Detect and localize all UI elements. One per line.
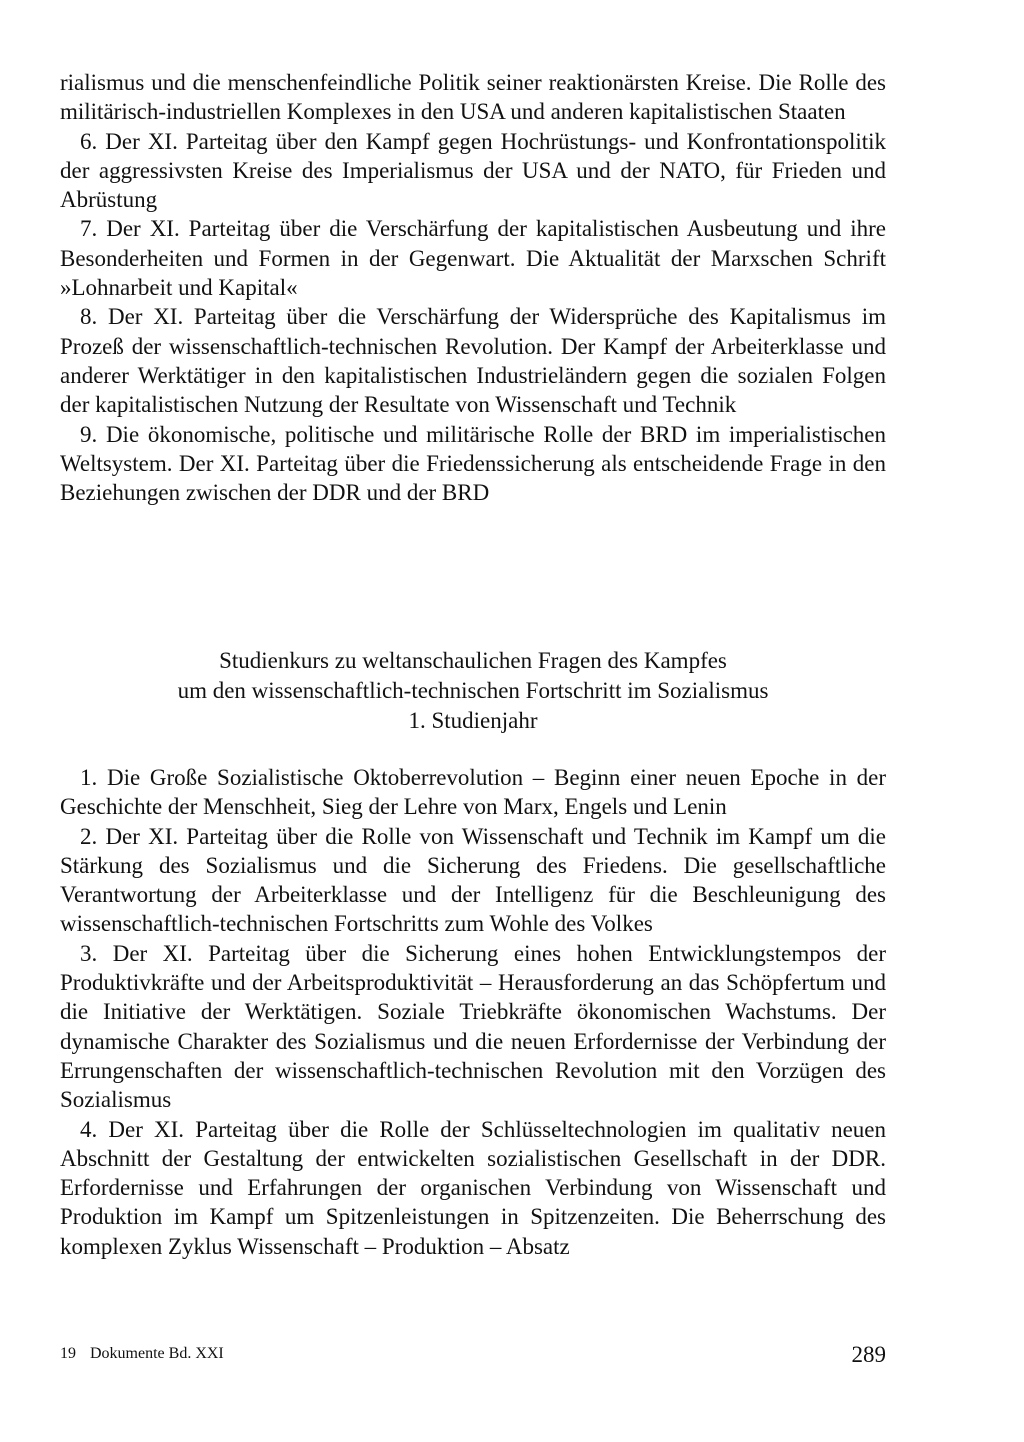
page-footer xyxy=(60,1344,224,1364)
item-number: 9. xyxy=(80,421,98,447)
list-item-2 xyxy=(60,822,886,939)
item-text: Der XI. Parteitag über die Rolle von Wissenschaft und Technik im Kampf um die Stärkung des Sozialismus und die Sicherung des Friedens. Die gesellschaftliche Verantwortung der Arbeiterklasse und der Intelligenz für die Beschleunigung des wissenschaftlich-technischen Fortschritts zum Wohle des Volkes xyxy=(60,823,887,937)
item-text: Der XI. Parteitag über die Verschärfung der Widersprüche des Kapitalismus im Prozeß der wissenschaftlich-technischen Revolution. Der Kampf der Arbeiterklasse und anderer Werktätiger in den kapitalistischen Industrieländern gegen die sozialen Folgen der kapitalistischen Nutzung der Resultate von Wissenschaft und Technik xyxy=(60,304,886,418)
item-number: 2. xyxy=(80,823,98,849)
book-title: Dokumente Bd. XXI xyxy=(90,1345,224,1362)
text-block-bottom xyxy=(60,763,886,1261)
item-number: 3. xyxy=(80,940,98,966)
item-number: 6. xyxy=(80,128,98,154)
signature-mark: 19 xyxy=(60,1345,76,1362)
text-block-top xyxy=(60,68,886,507)
list-item-8 xyxy=(60,302,886,419)
heading-line-1: Studienkurs zu weltanschaulichen Fragen des Kampfes xyxy=(219,648,727,673)
heading-line-2: um den wissenschaftlich-technischen Fortschritt im Sozialismus xyxy=(177,678,769,703)
item-text: Der XI. Parteitag über den Kampf gegen Hochrüstungs- und Konfrontationspolitik der aggressivsten Kreise des Imperialismus der USA und der NATO, für Frieden und Abrüstung xyxy=(60,128,886,213)
item-number: 1. xyxy=(80,765,98,790)
list-item-6 xyxy=(60,127,886,215)
continuation-paragraph: rialismus und die menschenfeindliche Politik seiner reaktionärsten Kreise. Die Rolle des militärisch-industriellen Komplexes in den USA und anderen kapitalistischen Staaten xyxy=(60,70,886,125)
list-item-3 xyxy=(60,939,886,1115)
list-item-1 xyxy=(60,763,886,822)
page-number: 289 xyxy=(851,1342,886,1367)
list-item-7 xyxy=(60,214,886,302)
section-heading xyxy=(60,646,886,736)
list-item-4 xyxy=(60,1115,886,1261)
item-number: 7. xyxy=(80,216,98,242)
item-text: Der XI. Parteitag über die Rolle der Schlüsseltechnologien im qualitativ neuen Abschnitt der Gestaltung der entwickelten sozialistischen Gesellschaft in der DDR. Erfordernisse und Erfahrungen der organischen Verbindung von Wissenschaft und Produktion im Kampf um Spitzenleistungen in Spitzenzeiten. Die Beherrschung des komplexen Zyklus Wissenschaft – Produktion – Absatz xyxy=(60,1116,886,1259)
item-text: Der XI. Parteitag über die Verschärfung der kapitalistischen Ausbeutung und ihre Besonderheiten und Formen in der Gegenwart. Die Aktualität der Marxschen Schrift »Lohnarbeit und Kapital« xyxy=(60,216,887,301)
item-number: 4. xyxy=(80,1116,98,1142)
list-item-9 xyxy=(60,420,886,508)
item-number: 8. xyxy=(80,304,98,330)
heading-line-3: 1. Studienjahr xyxy=(408,708,538,733)
item-text: Der XI. Parteitag über die Sicherung eines hohen Entwicklungstempos der Produktivkräfte und der Arbeitsproduktivität – Herausforderung an das Schöpfertum und die Initiative der Werktätigen. Soziale Triebkräfte ökonomischen Wachstums. Der dynamische Charakter des Sozialismus und die neuen Erfordernisse der Verbindung der Errungenschaften der wissenschaftlich-technischen Revolution mit den Vorzügen des Sozialismus xyxy=(60,940,886,1113)
item-text: Die ökonomische, politische und militärische Rolle der BRD im imperialistischen Weltsystem. Der XI. Parteitag über die Friedenssicherung als entscheidende Frage in den Beziehungen zwischen der DDR und der BRD xyxy=(60,421,887,506)
item-text: Die Große Sozialistische Oktoberrevolution – Beginn einer neuen Epoche in der Geschichte der Menschheit, Sieg der Lehre von Marx, Engels und Lenin xyxy=(60,765,887,820)
